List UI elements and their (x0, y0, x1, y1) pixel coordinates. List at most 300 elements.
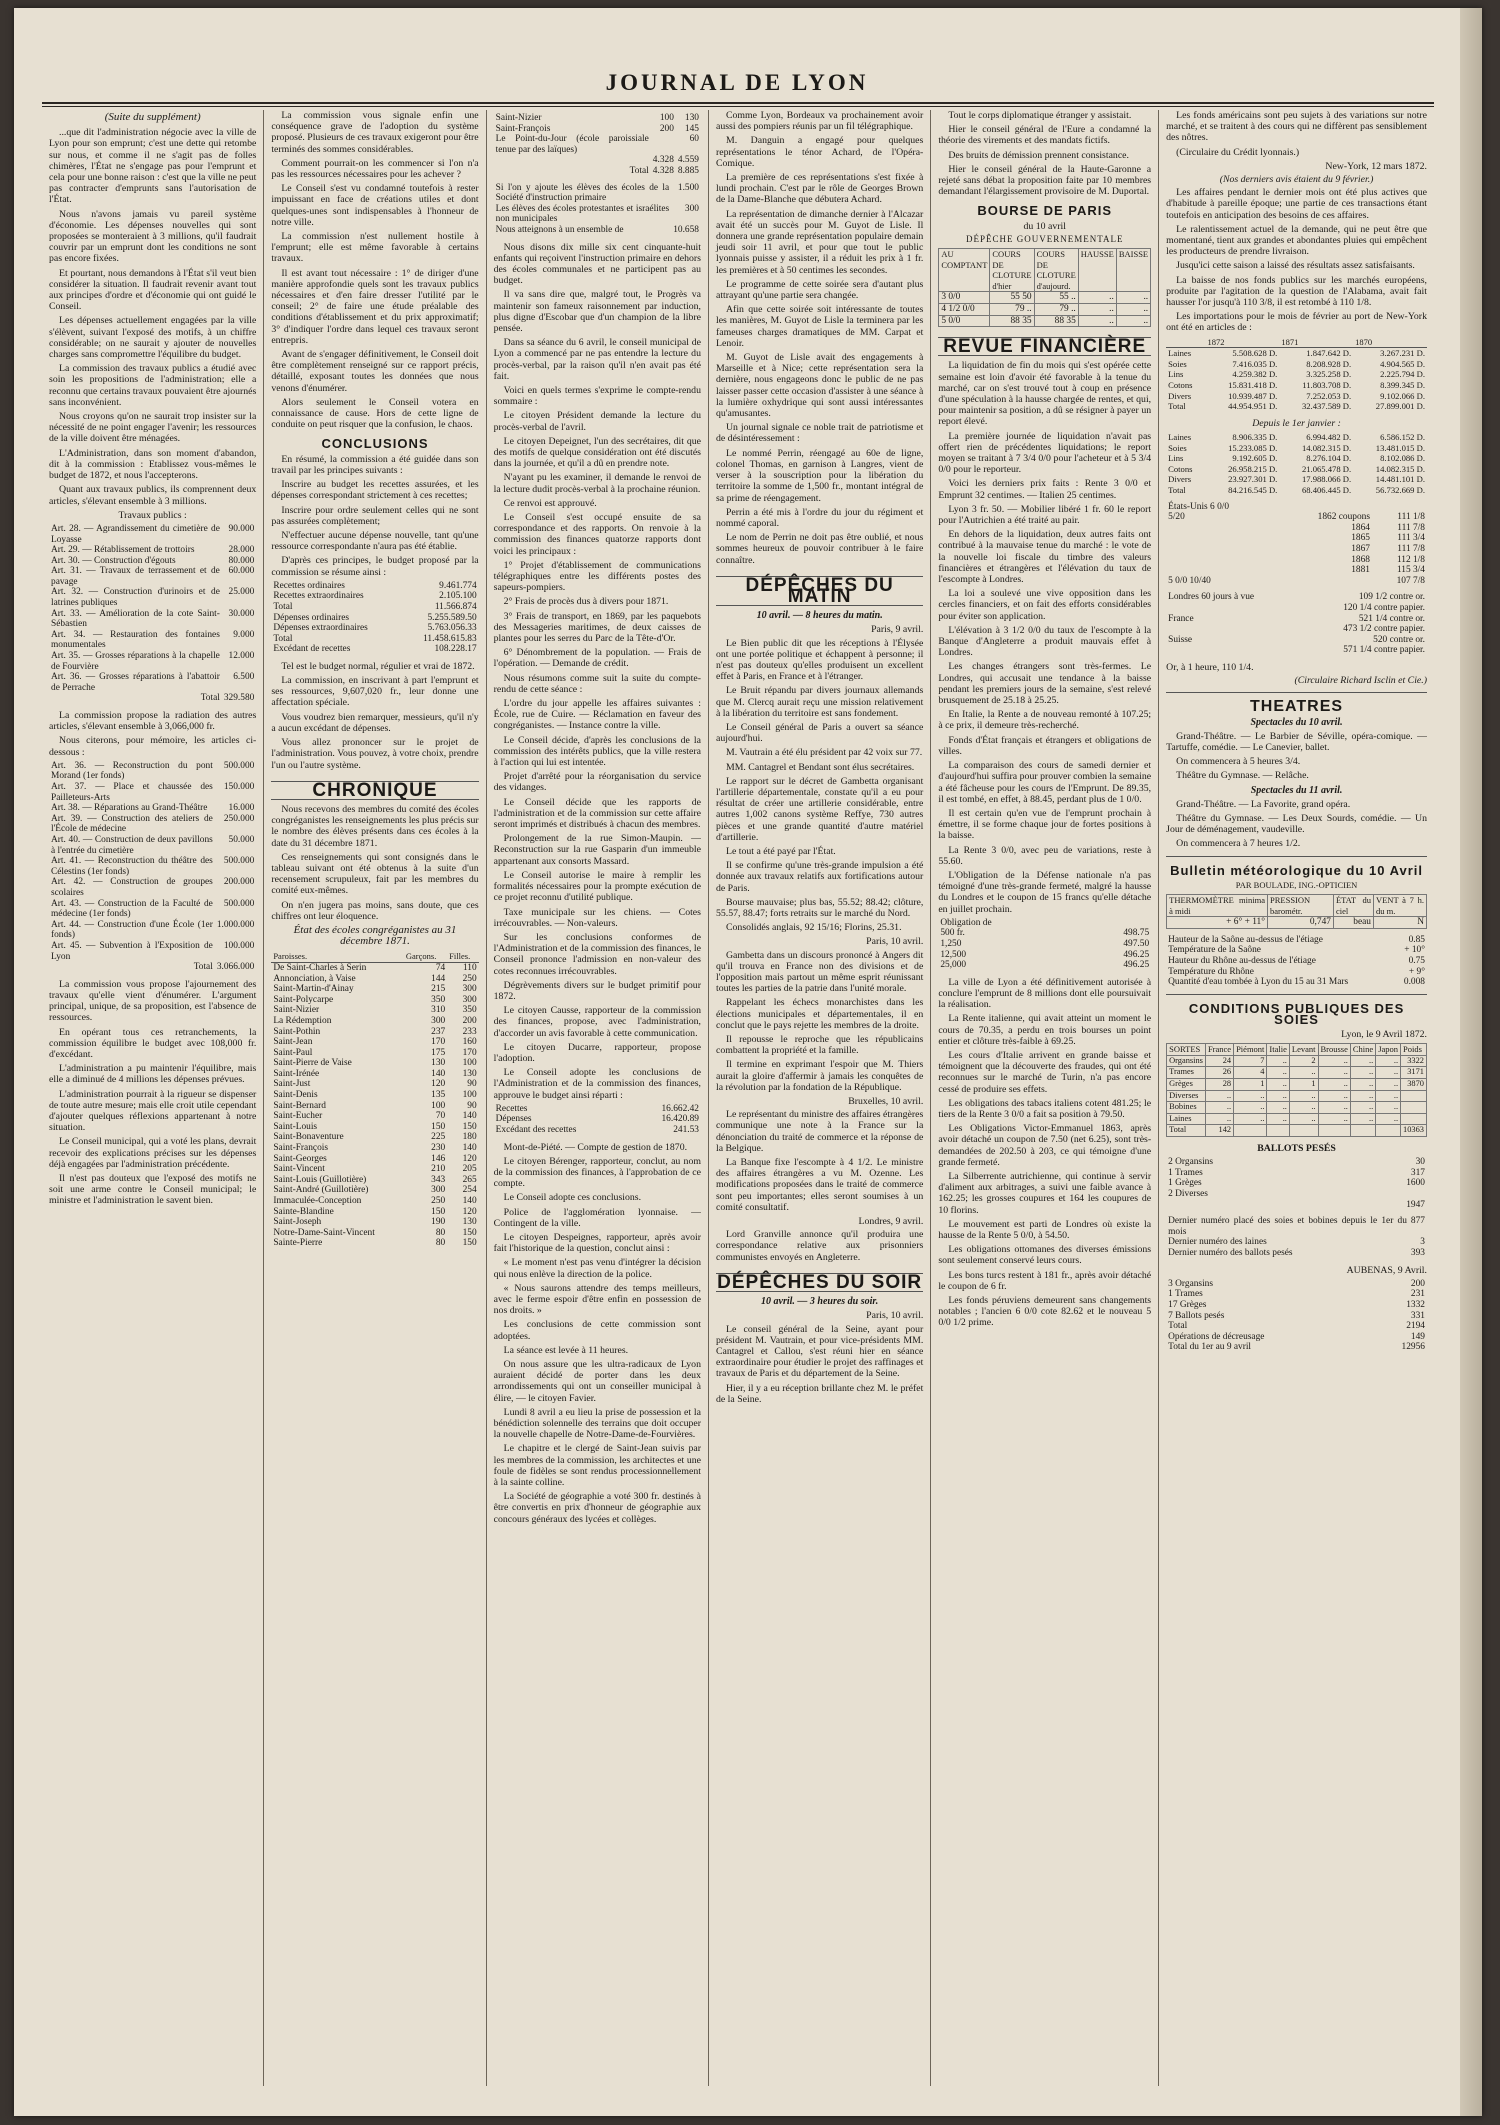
chronique-heading: CHRONIQUE (271, 781, 478, 800)
table-cell: 10363 (1401, 1125, 1427, 1137)
table-cell: 170 (431, 1037, 446, 1048)
paragraph: M. Guyot de Lisle avait des engagements à Marseille et à Nice; cette représentation sera la dernière, nous engageons donc le public de ne pas laisser passer cette occasion d'assister à une séance à la lumière oxhydrique qui sont aussi intéressantes qu'amusantes. (715, 352, 924, 420)
table-cell: 5 0/0 10/40 (1168, 575, 1211, 586)
school-row (271, 1058, 478, 1069)
paragraph: Le Conseil s'est vu condamné toutefois à rester impuissant en face de créations utiles et dont quelques-unes sont indispensables à l'honneur de notre ville. (271, 183, 479, 228)
table-cell: Organsins (1167, 1055, 1206, 1067)
table-cell: .. (1116, 315, 1150, 327)
table-cell: 70 (435, 1111, 446, 1122)
bourse-subheading: DÉPÊCHE GOUVERNEMENTALE (965, 233, 1124, 244)
table-cell: .. (1116, 292, 1150, 304)
table-cell: 11.566.874 (434, 601, 477, 612)
paragraph: D'après ces principes, le budget proposé par la commission se résume ainsi : (271, 555, 479, 578)
paragraph: Les affaires pendant le dernier mois ont été plus actives que d'habitude à pareille époque; une partie de ces transactions étant toutefois en anticipation des besoins de ces affaires. (1166, 187, 1427, 221)
table-cell: Saint-Louis (273, 1121, 318, 1132)
table-cell (1234, 1125, 1267, 1137)
table-cell: 5.763.056.33 (427, 623, 477, 634)
paragraph: La représentation de dimanche dernier à l'Alcazar avait été un succès pour M. Guyot de Lisle. Il donnera une grande représentation populaire demain jeudi soir 11 avril, et pour que tout le public lyonnais puisse y assister, il a réduit les prix à 1 fr. les premières et à 50 centimes les secondes. (715, 208, 924, 276)
paragraph: Le rapport sur le décret de Gambetta organisant l'artillerie départementale, constate qu'il a eu pour résultat de créer une artillerie considérable, entre autres 1,002 canons système Reffye, 730 autres pièces et une grande quantité d'autre matériel d'artillerie. (715, 775, 924, 843)
school-row (271, 1005, 478, 1016)
table-cell: 496.25 (1123, 949, 1150, 960)
aubenas-row (1166, 1289, 1427, 1300)
paragraph: Ces renseignements qui sont consignés dans le tableau suivant ont été obtenus à la suite d'un recensement scrupuleux, fait par les membres du comité eux-mêmes. (271, 851, 479, 897)
work-row (49, 630, 256, 651)
table-cell: Saint-Martin-d'Ainay (273, 984, 354, 995)
paragraph: Il termine en exprimant l'espoir que M. Thiers aurait la gloire d'affermir à jamais les conquêtes de la révolution par la fondation de la République. (715, 1059, 924, 1093)
paragraph: La Silberrente autrichienne, qui continue à servir d'aliment aux arbitrages, a suivi une faible avance à 162.25; les grosses coupures et 164 les coupures de 10 florins. (938, 1170, 1152, 1216)
table-cell: 79 .. (1034, 304, 1078, 316)
revue-financiere-heading: REVUE FINANCIÈRE (938, 337, 1151, 356)
table-cell: 0.85 (1408, 934, 1425, 945)
spectacles-11 (1166, 799, 1427, 850)
table-cell: 16.662.42 (661, 1103, 699, 1114)
column-header: Brousse (1318, 1044, 1350, 1056)
paragraph: Nous n'avons jamais vu pareil système d'économie. Les dépenses nouvelles qui sont proposées se monteraient à 3 millions, qu'il faudrait couvrir par un emprunt dont les conditions ne sont pas encore fixées. (49, 208, 257, 265)
ballot-row (1166, 1178, 1427, 1189)
table-cell: .. (1376, 1090, 1401, 1102)
table-cell: Art. 36. — Grosses réparations à l'abattoir de Perrache (51, 672, 220, 693)
paragraph: Consolidés anglais, 92 15/16; Florins, 25.31. (725, 922, 902, 934)
column-header: Italie (1267, 1044, 1289, 1056)
import-row (1166, 369, 1427, 380)
table-cell: 44.954.951 D. (1228, 401, 1278, 412)
table-cell: 1947 (1406, 1199, 1425, 1210)
work-row (49, 899, 256, 920)
separator (1166, 856, 1427, 857)
table-cell: 200 (462, 1015, 477, 1026)
table-cell: 500.000 (223, 856, 255, 867)
table-cell: .. (1078, 292, 1116, 304)
table-cell: 11.458.615.83 (423, 633, 477, 644)
table-cell: 146 (431, 1153, 446, 1164)
ballot-row (1166, 1157, 1427, 1168)
school-row (271, 1143, 478, 1154)
table-cell: Lins (1168, 453, 1184, 464)
column-header: Poids (1401, 1044, 1427, 1056)
paragraph: Le représentant du ministre des affaires étrangères communique une note à la France sur la dénonciation du traité de commerce et la réponse de la Belgique. (715, 1109, 924, 1154)
table-cell: 8.276.104 D. (1306, 453, 1352, 464)
paragraph: Vous voudrez bien remarquer, messieurs, qu'il n'y a aucun excédant de dépenses. (271, 711, 479, 734)
table-cell: Art. 42. — Construction de groupes scolaires (51, 877, 213, 898)
table-cell: 300 (462, 984, 477, 995)
paragraph: Il va sans dire que, malgré tout, le Progrès va maintenir son fameux raisonnement par induction, plus digne d'Escobar que d'un champion de la libre pensée. (493, 289, 701, 334)
table-cell: Saint-Denis (273, 1090, 318, 1101)
column-header: Garçons. (404, 951, 447, 962)
table-cell: 24 (1205, 1055, 1233, 1067)
table-cell: 150 (431, 1121, 446, 1132)
aubenas-table (1166, 1279, 1427, 1353)
paragraph: Le ralentissement actuel de la demande, qui ne peut être que momentané, tient aux grandes et abondantes pluies qui empêchent les producteurs de prendre livraison. (1166, 223, 1427, 258)
table-cell: 350 (431, 994, 446, 1005)
paragraph: Le nom de Perrin ne doit pas être oublié, et nous sommes heureux de pouvoir contribuer à le faire connaître. (715, 532, 924, 566)
table-cell: Lins (1168, 369, 1184, 380)
supplement-heading: (Suite du supplément) (104, 111, 201, 123)
table-cell: .. (1376, 1102, 1401, 1114)
table-cell: 112 1/8 (1396, 554, 1425, 565)
table-cell: .. (1350, 1090, 1375, 1102)
table-cell: 1 Trames (1168, 1289, 1203, 1300)
table-cell: Saint-Bonaventure (273, 1132, 344, 1143)
table-cell: N (1373, 917, 1426, 929)
table-cell: 2194 (1406, 1321, 1425, 1332)
table-cell: 210 (431, 1164, 446, 1175)
table-cell: .. (1350, 1113, 1375, 1125)
paragraph: Le programme de cette soirée sera d'autant plus attrayant qu'une partie sera changée. (715, 278, 924, 302)
soies-row (1167, 1067, 1427, 1079)
table-cell: 74 (435, 962, 446, 973)
table-cell: 241.53 (673, 1124, 699, 1135)
table-cell: .. (1205, 1102, 1233, 1114)
table-cell: 120 (462, 1153, 477, 1164)
paragraph: Le citoyen Depeignet, l'un des secrétaires, dit que des motifs de quelque considération ont été discutés dans la journée, et qu'il a dû en prendre note. (493, 435, 701, 470)
table-cell (1166, 523, 1276, 534)
paragraph: Le Conseil municipal, qui a voté les plans, devrait recevoir des explications précises sur les dépenses déjà engagées par l'administration précédente. (49, 1136, 257, 1170)
paragraph: Hier, il y a eu réception brillante chez M. le préfet de la Seine. (715, 1382, 924, 1405)
column-3 (487, 110, 709, 2086)
table-cell: Art. 38. — Réparations au Grand-Théâtre (51, 803, 208, 814)
paragraph: Afin que cette soirée soit intéressante de toutes les manières, M. Guyot de Lisle la terminera par les fameuses charges dramatiques de MM. Carpat et Lenoir. (715, 304, 924, 349)
school-row (494, 183, 701, 204)
paragraph: Perrin a été mis à l'ordre du jour du régiment et nommé caporal. (715, 506, 924, 529)
paragraph: La comparaison des cours de samedi dernier et d'aujourd'hui suffira pour prouver combien la semaine a été fâcheuse pour les cours de l'Emprunt. De 89.35, il est tombé, en effet, à 88.45, perdant plus de 1 0/0. (938, 760, 1152, 805)
table-cell: Laines (1168, 432, 1192, 443)
column-header: Piémont (1234, 1044, 1267, 1056)
work-row (49, 941, 256, 962)
paragraph: En Italie, la Rente a de nouveau remonté à 107.25; à ce prix, il demeure très-recherché. (938, 709, 1152, 732)
table-cell: 55 .. (1034, 292, 1078, 304)
col3-paragraphs (494, 242, 701, 1101)
column-header: Levant (1289, 1044, 1318, 1056)
paragraph: Projet d'arrêté pour la réorganisation du service des vidanges. (493, 771, 701, 794)
paragraph: La Rente 3 0/0, avec peu de variations, reste à 55.60. (938, 844, 1152, 867)
table-cell: 12.000 (228, 651, 255, 662)
table-cell: Dernier numéro placé des soies et bobines depuis le 1er du mois (1168, 1216, 1407, 1237)
table-cell (1344, 1189, 1427, 1200)
column-header: PRESSION barométr. (1268, 894, 1334, 916)
table-cell: 0,747 (1268, 917, 1334, 929)
school-row (494, 204, 701, 225)
table-cell: 9.000 (233, 629, 255, 640)
paragraph: Le chapitre et le clergé de Saint-Jean suivis par les membres de la commission, les architectes et une foule de fidèles se sont rendus processionnellement à la sainte colline. (493, 1443, 701, 1489)
table-cell: Excédant des recettes (495, 1124, 577, 1135)
col1-paragraphs-3 (49, 979, 256, 1207)
table-cell: 3 (1420, 1237, 1425, 1248)
table-cell: Saint-Joseph (273, 1217, 322, 1228)
column-header: Chine (1350, 1044, 1375, 1056)
aubenas-row (1166, 1311, 1427, 1322)
import-row (1166, 391, 1427, 402)
recap-row (494, 1125, 701, 1136)
budget-table (271, 581, 478, 655)
table-cell: 111 1/8 (1397, 512, 1425, 523)
exchange-row (1166, 592, 1427, 603)
table-cell: 13.481.015 D. (1375, 442, 1425, 453)
paragraph: Dégrèvements divers sur le budget primitif pour 1872. (493, 979, 701, 1002)
soies-row (1167, 1079, 1427, 1091)
table-cell: Annonciation, à Vaise (273, 973, 356, 984)
table-cell: 12956 (1401, 1342, 1425, 1353)
paragraph: La Rente italienne, qui avait atteint un moment le cours de 70.35, a perdu en trois bourses un point entier et clôture très-faible à 69.25. (938, 1013, 1152, 1047)
table-cell: 1881 (1351, 565, 1370, 576)
table-cell: 12,500 (940, 949, 967, 960)
paragraph: Des bruits de démission prennent consistance. (948, 149, 1129, 161)
table-cell: 80 (435, 1227, 446, 1238)
table-cell: Art. 30. — Construction d'égouts (51, 555, 176, 566)
table-cell: 4.259.382 D. (1232, 369, 1278, 380)
theatres-heading: THEATRES (1250, 698, 1344, 716)
table-cell: Saint-Irénée (273, 1068, 320, 1079)
exchange-row (1166, 603, 1427, 614)
paragraph: L'Obligation de la Défense nationale n'a pas témoigné d'une très-grande fermeté, malgré la hausse du Londres et le coupon de 15 francs qu'elle détache en juillet prochain. (938, 869, 1152, 915)
table-cell: 331 (1410, 1310, 1425, 1321)
table-cell: 6.586.152 D. (1380, 432, 1425, 443)
work-row (49, 651, 256, 672)
school-row (271, 1048, 478, 1059)
meteo-row (1166, 956, 1427, 967)
table-cell: 175 (431, 1047, 446, 1058)
table-cell: 90 (467, 1079, 477, 1090)
depeches-matin-heading: DÉPÊCHES DU MATIN (716, 576, 923, 606)
table-cell: 3 0/0 (939, 292, 990, 304)
table-cell: Quantité d'eau tombée à Lyon du 15 au 31 Mars (1168, 977, 1349, 988)
paragraph: Bourse mauvaise; plus bas, 55.52; 88.42; clôture, 55.57, 88.47; forts retraits sur le marché du Nord. (715, 896, 924, 919)
column-header: 1871 (1279, 337, 1353, 348)
postponed-total: Total 3.066.000 (193, 962, 255, 973)
paragraph: Taxe municipale sur les chiens. — Cotes irrécouvrables. — Non-valeurs. (493, 906, 701, 929)
paragraph: Les Obligations Victor-Emmanuel 1863, après avoir détaché un coupon de 7.50 (net 6.25), sont très-demandées de 202.50 à 203, ce qui témoigne d'une grande fermeté. (938, 1123, 1152, 1168)
table-cell (1166, 603, 1300, 614)
table-cell (1267, 1125, 1289, 1137)
separator (1166, 994, 1427, 995)
table-cell: .. (1205, 1113, 1233, 1125)
table-cell: 250 (462, 973, 477, 984)
soies-heading: CONDITIONS PUBLIQUES DES SOIES (1188, 1000, 1405, 1027)
aubenas-row (1166, 1332, 1427, 1343)
school-row (271, 1122, 478, 1133)
table-cell: 473 1/2 contre papier. (1343, 624, 1425, 635)
table-cell: 150 (462, 1227, 477, 1238)
paragraph: Le Bruit répandu par divers journaux allemands que M. Clercq aurait reçu une mission relativement à la libération du territoire est sans fondement. (715, 685, 924, 719)
paragraph: M. Danguin a engagé pour quelques représentations le ténor Achard, de l'Opéra-Comique. (715, 135, 924, 169)
table-cell: 1 Trames (1168, 1167, 1203, 1178)
meteo-lines (1166, 935, 1427, 988)
table-cell: Saint-Georges (273, 1153, 327, 1164)
paragraph: Quant aux travaux publics, ils comprennent deux articles, s'élevant ensemble à 3 millions. (49, 484, 257, 507)
paragraph: Inscrire au budget les recettes assurées, et les dépenses correspondant strictement à ces recettes; (271, 479, 479, 502)
aubenas-row (1166, 1300, 1427, 1311)
paragraph: Hier le conseil général de la Haute-Garonne a rejeté sans débat la proposition faite par 10 membres demandant l'élargissement provisoire de M. Duportal. (938, 163, 1152, 198)
table-cell: Divers (1168, 390, 1192, 401)
paragraph: Inscrire pour ordre seulement celles qui ne sont pas assurées complètement; (271, 504, 479, 527)
depuis-label: Depuis le 1er janvier : (1252, 417, 1341, 429)
work-row (49, 566, 256, 587)
school-row (271, 1228, 478, 1239)
paragraph: Le citoyen Ducarre, rapporteur, propose l'adoption. (493, 1041, 701, 1064)
table-cell: + 6° + 11° (1167, 917, 1268, 929)
paragraph: Comme Lyon, Bordeaux va prochainement avoir aussi des pompiers réunis par un fil télégraphique. (715, 110, 924, 133)
column-header: AU COMPTANT (939, 249, 990, 292)
table-cell (1276, 576, 1372, 587)
school-row (271, 1090, 478, 1101)
aubenas-row (1166, 1342, 1427, 1353)
paragraph: Le mouvement est parti de Londres où existe la hausse de la Rente 5 0/0, à 54.50. (938, 1218, 1152, 1241)
budget-row (271, 591, 478, 602)
table-cell: .. (1318, 1055, 1350, 1067)
table-cell: 9.192.605 D. (1232, 453, 1278, 464)
table-cell: 500.000 (223, 898, 255, 909)
table-cell: 1864 (1351, 522, 1370, 533)
table-cell: 497.50 (1123, 938, 1150, 949)
schools-continued-table: Saint-Nizier 100 130 Saint-François 200 145 Le Point-du-Jour (école paroissiale tenue par des laïques) 60 4.328 4.559 Total 4.328 8.885 (495, 113, 699, 176)
table-cell: Art. 41. — Reconstruction du théâtre des Célestins (1er fonds) (51, 856, 213, 877)
table-cell: 3 Organsins (1168, 1278, 1214, 1289)
table-cell: 84.216.545 D. (1228, 484, 1278, 495)
table-cell: 30 (1415, 1157, 1425, 1168)
paragraph: Les fonds américains sont peu sujets à des variations sur notre marché, et se traitent à des cours qui ne diffèrent pas sensiblement des nôtres. (1166, 110, 1427, 144)
meteo-row (1166, 935, 1427, 946)
table-cell: 0.008 (1403, 977, 1425, 988)
table-cell: 5 0/0 (939, 315, 990, 327)
table-cell: 10.939.487 D. (1228, 390, 1278, 401)
table-cell: 190 (431, 1217, 446, 1228)
paragraph: La baisse de nos fonds publics sur les marchés européens, produite par l'agitation de la question de l'Alabama, avait fait hausser l'or jusqu'à 110 3/8, il est retombé à 110 1/8. (1166, 274, 1427, 309)
exchange-row (1166, 624, 1427, 635)
school-row (271, 984, 478, 995)
table-cell: Immaculée-Conception (273, 1196, 362, 1206)
table-cell: .. (1234, 1090, 1267, 1102)
table-cell: 130 (684, 113, 699, 123)
schools-extra-table: Si l'on y ajoute les élèves des écoles de la Société d'instruction primaire 1.500 Les élèves des écoles protestantes et israélites non municipales 300 Nous atteignons à un ensemble de 10.658 (495, 182, 699, 235)
table-cell: 140 (462, 1111, 477, 1122)
paragraph: Le citoyen Bérenger, rapporteur, conclut, au nom de la commission des finances, à l'approbation de ce compte. (493, 1155, 701, 1190)
column-header: Filles. (447, 951, 478, 962)
table-cell: 7.252.053 D. (1306, 390, 1352, 401)
paragraph: Lundi 8 avril a eu lieu la prise de possession et la bénédiction solennelle des terrains que doit occuper la nouvelle chapelle de Notre-Dame-de-Fourvières. (493, 1406, 701, 1441)
table-cell (1401, 1113, 1427, 1125)
work-row (49, 814, 256, 835)
table-cell: Obligation de (940, 917, 992, 928)
bourse-row (939, 292, 1151, 304)
table-cell: Art. 33. — Amélioration de la cote Saint-Sébastien (51, 608, 220, 630)
table-cell: 200 (659, 123, 674, 134)
ballots-table (1166, 1157, 1427, 1210)
table-cell: Sainte-Blandine (273, 1206, 334, 1217)
table-cell: 15.831.418 D. (1228, 380, 1278, 391)
table-cell: Trames (1167, 1067, 1206, 1079)
table-cell: .. (1078, 315, 1116, 327)
import-row (1166, 432, 1427, 443)
table-cell: 107 7/8 (1396, 575, 1425, 586)
soies-row (1167, 1055, 1427, 1067)
recap-table (494, 1104, 701, 1136)
table-cell: 231 (1410, 1289, 1425, 1300)
table-cell: 200 (1410, 1278, 1425, 1289)
table-cell: Hauteur de la Saône au-dessus de l'étiage (1168, 934, 1323, 945)
paragraph: L'administration a pu maintenir l'équilibre, mais elle a diminué de 4 millions les dépenses prévues. (49, 1063, 257, 1086)
table-cell: 180 (462, 1132, 477, 1143)
ballot-note (1166, 1216, 1427, 1237)
table-cell: Londres 60 jours à vue (1168, 592, 1255, 603)
table-cell: Art. 35. — Grosses réparations à la chapelle de Fourvière (51, 651, 220, 672)
work-row (49, 556, 256, 567)
table-cell: 393 (1410, 1248, 1425, 1258)
table-cell: La Rédemption (273, 1015, 332, 1026)
table-cell: 16.420.89 (661, 1114, 699, 1125)
table-cell: 14.481.101 D. (1375, 474, 1425, 485)
work-row (49, 545, 256, 556)
table-cell: 60.000 (228, 566, 255, 577)
column-6 (1159, 110, 1434, 2086)
table-cell: De Saint-Charles à Serin (273, 962, 367, 973)
table-cell: Art. 36. — Reconstruction du pont Morand (1er fonds) (51, 760, 213, 782)
meteo-heading: Bulletin météorologique du 10 Avril (1170, 862, 1423, 878)
ballot-row (1166, 1168, 1427, 1179)
table-cell: 130 (462, 1068, 477, 1079)
school-row (494, 134, 701, 155)
paragraph: La Banque fixe l'escompte à 4 1/2. Le ministre des affaires étrangères a vu M. Ozenne. Les modifications proposées dans le traité de commerce sont peu importantes; elles seront soumises à un comité consultatif. (715, 1157, 924, 1213)
table-cell: 130 (462, 1217, 477, 1228)
table-cell: Soies (1168, 442, 1187, 453)
school-row (271, 1175, 478, 1186)
table-cell: 140 (431, 1068, 446, 1079)
table-cell: Les élèves des écoles protestantes et israélites non municipales (495, 203, 670, 225)
table-cell: 2 Organsins (1168, 1157, 1214, 1168)
spectacle-line: Grand-Théâtre. — Le Barbier de Séville, opéra-comique. — Tartuffe, comédie. — Le Canevier, ballet. (1166, 730, 1427, 753)
dateline-londres: Londres, 9 avril. (858, 1216, 924, 1228)
work-row (49, 587, 256, 608)
table-cell: Total (1168, 484, 1186, 495)
table-cell: 300 (462, 994, 477, 1005)
school-row (271, 1079, 478, 1090)
table-cell: .. (1289, 1067, 1318, 1079)
meteo-byline: PAR BOULADE, ING.-OPTICIEN (1235, 879, 1358, 890)
table-cell: .. (1376, 1067, 1401, 1079)
table-cell: .. (1318, 1090, 1350, 1102)
budget-row (271, 634, 478, 645)
table-cell: 4.904.565 D. (1380, 358, 1425, 369)
paragraph: Il est certain qu'en vue de l'emprunt prochain à émettre, il se forme chaque jour de fortes positions à la baisse. (938, 807, 1152, 842)
table-cell: 120 (431, 1079, 446, 1090)
table-cell: Température de la Saône (1168, 945, 1261, 956)
paragraph: Les obligations des tabacs italiens cotent 481.25; le tiers de la Rente 3 0/0 a fait sa position à 79.50. (938, 1097, 1152, 1120)
school-row (494, 113, 701, 124)
table-cell: 1868 (1351, 554, 1370, 565)
table-cell: 2.105.100 (439, 591, 477, 602)
imports-table (1166, 337, 1427, 412)
table-cell: 4 1/2 0/0 (939, 304, 990, 316)
table-cell: 14.082.315 D. (1301, 442, 1352, 453)
budget-row (271, 581, 478, 592)
paragraph: Lyon 3 fr. 50. — Mobilier libéré 1 fr. 60 le report pour l'Autrichien a été traité au pair. (938, 503, 1152, 527)
table-cell: 145 (684, 123, 699, 134)
import-row (1166, 453, 1427, 464)
table-cell: .. (1289, 1090, 1318, 1102)
table-cell: 50.000 (228, 834, 255, 845)
table-cell: Recettes (495, 1103, 528, 1114)
table-cell: Si l'on y ajoute les élèves des écoles de la Société d'instruction primaire (495, 182, 670, 204)
table-cell (1350, 1125, 1375, 1137)
table-cell: 2.225.794 D. (1380, 369, 1425, 380)
circulaire-credit: (Circulaire Richard Isclin et Cie.) (1294, 675, 1427, 687)
table-cell: 500.000 (223, 760, 255, 771)
soies-table (1166, 1043, 1427, 1137)
table-cell: 877 (1410, 1216, 1425, 1227)
table-cell: .. (1350, 1067, 1375, 1079)
budget-paragraphs (271, 661, 478, 771)
table-cell: 100.000 (223, 940, 255, 951)
table-cell: 1 (1289, 1079, 1318, 1091)
col5-paragraphs-2 (938, 977, 1151, 1329)
